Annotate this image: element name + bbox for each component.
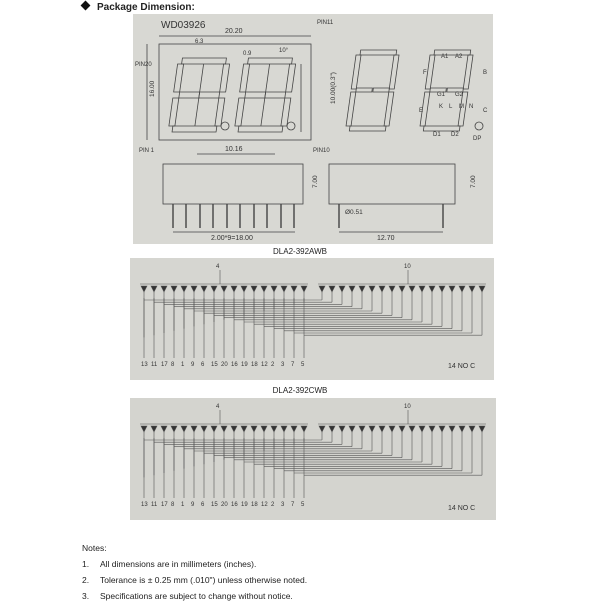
note-text: All dimensions are in millimeters (inches). [100,559,257,569]
dim-digit: 6.3 [195,39,204,45]
diode-symbol [211,286,217,292]
pin-number: 16 [231,502,238,508]
diode-symbol [261,286,267,292]
seg-label-f: F [423,70,427,76]
pins-side [173,204,443,228]
pin-number: 16 [231,362,238,368]
common-left-label: 4 [216,264,220,270]
note-number: 1. [82,559,90,569]
note-text: Tolerance is ± 0.25 mm (.010") unless otherwise noted. [100,575,308,585]
schematic-awb [130,258,494,380]
pin-number: 19 [241,362,248,368]
pin-number: 15 [211,362,218,368]
pin-number: 3 [281,502,285,508]
schematic-awb-photo [130,258,494,380]
diode-symbol [211,426,217,432]
diode-symbol [339,426,345,432]
diode-symbol [191,286,197,292]
seg-label-l: L [449,104,453,110]
diode-symbol [349,426,355,432]
no-connect-label: 14 NO C [448,363,476,370]
dim-char-h: 10.00(0.3") [330,72,337,104]
diode-symbol [479,426,485,432]
diode-symbol [161,286,167,292]
dim-side-w: 12.70 [377,235,395,242]
seg-label-a2: A2 [455,54,463,60]
diode-symbol [389,286,395,292]
pin-number: 12 [261,502,268,508]
diode-symbol [151,286,157,292]
diode-symbol [419,426,425,432]
diode-symbol [241,426,247,432]
diode-symbol [359,426,365,432]
diode-symbol [379,426,385,432]
caption-cwb: DLA2-392CWB [272,386,328,395]
pin-number: 15 [211,502,218,508]
pin-number: 5 [301,362,305,368]
pin-number: 18 [251,362,258,368]
seg-label-g1: G1 [437,92,446,98]
heading-text: Package Dimension: [97,2,195,13]
diode-symbol [181,426,187,432]
diode-symbol [449,286,455,292]
dim-pin-dia: Ø0.51 [345,209,363,216]
dim-pin-span: 2.00*9=18.00 [211,235,253,242]
seg-label-c: C [483,108,488,114]
seg-label-b: B [483,70,488,76]
diode-symbol [409,286,415,292]
pin-number: 17 [161,362,168,368]
diode-symbol [271,286,277,292]
pin-number: 2 [271,362,275,368]
dim-width: 20.20 [225,28,243,35]
note-item [82,556,307,572]
diode-symbol [231,286,237,292]
pin-number: 20 [221,502,228,508]
dim-pitch: 10.16 [225,146,243,153]
diode-symbol [429,426,435,432]
diode-symbol [151,426,157,432]
common-right-label: 10 [404,264,411,270]
pin-number: 5 [301,502,305,508]
diode-symbol [201,426,207,432]
diode-symbol [231,426,237,432]
diode-symbol [449,426,455,432]
common-left-label: 4 [216,404,220,410]
note-item [82,572,307,588]
package-dimension-heading [82,2,195,13]
diode-symbol [141,426,147,432]
pin-number: 18 [251,502,258,508]
diode-symbol [161,426,167,432]
diode-symbol [251,426,257,432]
schematic-wiring [140,410,486,477]
diode-symbol [359,286,365,292]
pin-number: 9 [191,362,195,368]
diode-symbol [171,286,177,292]
seg-label-dp: DP [473,136,482,142]
diode-symbol [201,286,207,292]
schematic-wiring [140,270,486,337]
diode-symbol [419,286,425,292]
pin-number: 8 [171,362,175,368]
caption-awb: DLA2-392AWB [273,247,327,256]
diode-symbol [319,426,325,432]
diode-symbol [281,426,287,432]
pin-number: 19 [241,502,248,508]
note-number: 2. [82,575,90,585]
diode-symbol [369,426,375,432]
note-item [82,588,307,604]
diode-symbol [469,426,475,432]
pin-number: 2 [271,502,275,508]
pin-number: 11 [151,362,158,368]
dim-height: 16.00 [149,80,156,97]
diode-symbol [291,426,297,432]
schematic-cwb-photo [130,398,496,520]
pin-number: 3 [281,362,285,368]
end-view-body [329,164,455,204]
pin-number: 6 [201,502,205,508]
pin-number: 13 [141,502,148,508]
pin-number: 20 [221,362,228,368]
diode-symbol [319,286,325,292]
seg-label-e: E [419,108,424,114]
diode-symbol [141,286,147,292]
pin20-label: PIN20 [135,62,152,68]
dp-circle-preview [475,122,483,130]
diode-symbol [271,426,277,432]
pin-number: 7 [291,362,295,368]
pin-number: 17 [161,502,168,508]
dim-depth-1: 7.00 [312,175,319,188]
dp-circle-2 [287,122,295,130]
seg-label-d2: D2 [451,132,459,138]
notes-section [82,540,307,604]
diode-symbol [329,286,335,292]
diode-symbol [221,426,227,432]
diode-symbol [369,286,375,292]
pin-number: 6 [201,362,205,368]
diode-symbol [409,426,415,432]
package-dimension-photo [133,14,493,244]
diode-symbol [241,286,247,292]
pin-number: 8 [171,502,175,508]
side-view-body [163,164,303,204]
note-number: 3. [82,591,90,601]
seg-label-m: M [459,104,464,110]
diode-symbol [469,286,475,292]
diode-symbol [261,426,267,432]
diode-symbol [399,426,405,432]
pin11-label: PIN11 [317,20,334,26]
pin-number: 12 [261,362,268,368]
part-label: WD03926 [161,20,206,31]
pin-number: 11 [151,502,158,508]
diode-symbol [399,286,405,292]
dim-depth-2: 7.00 [470,175,477,188]
pin1-label: PIN 1 [139,148,155,154]
note-text: Specifications are subject to change without notice. [100,591,293,601]
no-connect-label: 14 NO C [448,505,476,512]
seg-label-a1: A1 [441,54,449,60]
seg-label-k: K [439,104,444,110]
diode-symbol [281,286,287,292]
diode-symbol [191,426,197,432]
pin10-label: PIN10 [313,148,330,154]
pin-number: 9 [191,502,195,508]
notes-title: Notes: [82,543,107,553]
diode-symbol [339,286,345,292]
diode-symbol [171,426,177,432]
segment-preview-right [419,50,473,131]
diode-symbol [221,286,227,292]
diode-symbol [291,286,297,292]
digit-2 [234,58,296,132]
pin-number: 7 [291,502,295,508]
diode-symbol [429,286,435,292]
diode-symbol [329,426,335,432]
diode-symbol [479,286,485,292]
dp-circle-1 [221,122,229,130]
seg-label-d1: D1 [433,132,441,138]
pin-number: 1 [181,502,185,508]
diode-symbol [459,426,465,432]
diamond-bullet-icon [81,1,91,11]
diode-symbol [379,286,385,292]
seg-label-g2: G2 [455,92,464,98]
seg-label-n: N [469,104,474,110]
schematic-cwb [130,398,496,520]
diode-symbol [181,286,187,292]
diode-symbol [459,286,465,292]
diode-symbol [301,426,307,432]
dim-seg-gap: 0.9 [243,51,252,57]
package-drawing [133,14,493,244]
diode-symbol [439,286,445,292]
digit-1 [168,58,230,132]
diode-symbol [301,286,307,292]
diode-symbol [349,286,355,292]
diode-symbol [439,426,445,432]
pin-number: 13 [141,362,148,368]
diode-symbol [251,286,257,292]
pin-number: 1 [181,362,185,368]
common-right-label: 10 [404,404,411,410]
diode-symbol [389,426,395,432]
segment-preview-left [345,50,399,131]
dim-angle: 10° [279,48,289,54]
